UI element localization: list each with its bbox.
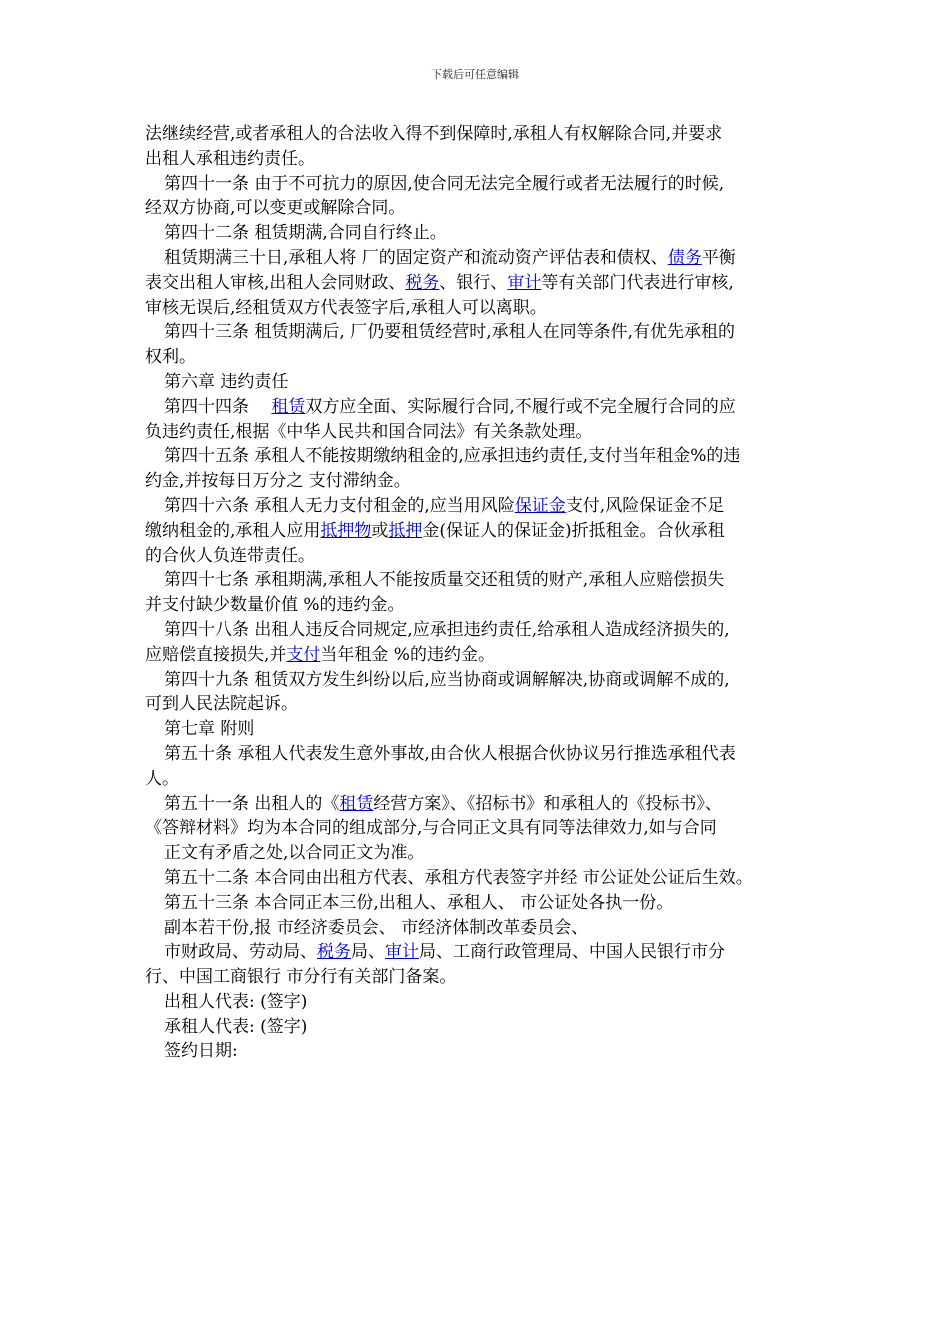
text-line <box>145 965 825 990</box>
text-line <box>145 246 825 271</box>
text-segment: 当年租金 %的违约金。 <box>320 644 495 665</box>
text-segment: 第四十六条 承租人无力支付租金的,应当用风险 <box>164 495 515 516</box>
page-header: 下载后可任意编辑 <box>431 68 519 81</box>
text-line <box>145 172 825 197</box>
text-line <box>145 891 825 916</box>
text-segment: 正文有矛盾之处,以合同正文为准。 <box>164 843 425 864</box>
text-line <box>145 296 825 321</box>
keyword-link[interactable]: 审计 <box>385 942 419 963</box>
text-segment: 局、 <box>351 942 385 963</box>
text-line <box>145 668 825 693</box>
keyword-link[interactable]: 税务 <box>317 942 351 963</box>
text-segment: 应赔偿直接损失,并 <box>145 644 287 665</box>
keyword-link[interactable]: 税务 <box>405 272 440 293</box>
text-line <box>145 395 825 420</box>
text-line <box>145 940 825 965</box>
text-segment: 局、工商行政管理局、中国人民银行市分 <box>419 942 725 963</box>
text-segment: 并支付缺少数量价值 %的违约金。 <box>145 595 405 616</box>
text-segment: 第四十一条 由于不可抗力的原因,使合同无法完全履行或者无法履行的时候, <box>164 173 725 194</box>
text-segment: 第五十条 承租人代表发生意外事故,由合伙人根据合伙协议另行推选承租代表 <box>164 743 736 764</box>
text-segment: 人。 <box>145 768 179 789</box>
text-line <box>145 420 825 445</box>
text-line <box>145 593 825 618</box>
keyword-link[interactable]: 支付 <box>286 644 321 665</box>
text-line <box>145 816 825 841</box>
text-segment: 平衡 <box>701 247 736 268</box>
text-line <box>145 494 825 519</box>
keyword-link[interactable]: 租赁 <box>339 793 374 814</box>
text-segment: 经双方协商,可以变更或解除合同。 <box>145 198 406 219</box>
text-segment: 行、中国工商银行 市分行有关部门备案。 <box>145 967 457 988</box>
text-line <box>145 767 825 792</box>
text-segment: 第五十三条 本合同正本三份,出租人、承租人、 市公证处各执一份。 <box>164 892 674 913</box>
text-segment: 签约日期: <box>164 1041 238 1062</box>
text-segment: 第五十二条 本合同由出租方代表、承租方代表签字并经 市公证处公证后生效。 <box>164 867 753 888</box>
text-segment: 副本若干份,报 市经济委员会、 市经济体制改革委员会、 <box>164 917 589 938</box>
text-line <box>145 692 825 717</box>
keyword-link[interactable]: 保证金 <box>514 495 566 516</box>
text-segment: 双方应全面、实际履行合同,不履行或不完全履行合同的应 <box>305 396 736 417</box>
text-line <box>145 866 825 891</box>
keyword-link[interactable]: 租赁 <box>271 396 306 417</box>
text-segment: 金(保证人的保证金)折抵租金。合伙承租 <box>422 520 725 541</box>
text-segment: 第四十五条 承租人不能按期缴纳租金的,应承担违约责任,支付当年租金%的违 <box>164 446 741 467</box>
text-line <box>145 568 825 593</box>
text-segment: 等有关部门代表进行审核, <box>541 272 734 293</box>
text-segment: 第六章 违约责任 <box>164 371 289 392</box>
text-segment: 约金,并按每日万分之 支付滞纳金。 <box>145 471 411 492</box>
text-line <box>145 221 825 246</box>
text-line <box>145 792 825 817</box>
text-segment: 缴纳租金的,承租人应用 <box>145 520 321 541</box>
text-segment: 审核无误后,经租赁双方代表签字后,承租人可以离职。 <box>145 297 547 318</box>
text-line <box>145 1039 825 1064</box>
text-line <box>145 916 825 941</box>
text-line <box>145 271 825 296</box>
document-body <box>145 122 825 1064</box>
text-line <box>145 370 825 395</box>
text-segment: 可到人民法院起诉。 <box>145 694 298 715</box>
keyword-link[interactable]: 抵押物 <box>320 520 372 541</box>
text-line <box>145 717 825 742</box>
text-line <box>145 469 825 494</box>
keyword-link[interactable]: 抵押 <box>388 520 423 541</box>
text-segment: 法继续经营,或者承租人的合法收入得不到保障时,承租人有权解除合同,并要求 <box>145 124 723 144</box>
text-segment: 、银行、 <box>439 272 508 293</box>
text-segment: 出租人承租违约责任。 <box>145 148 315 169</box>
text-line <box>145 742 825 767</box>
text-segment: 市财政局、劳动局、 <box>164 942 317 963</box>
text-line <box>145 990 825 1015</box>
text-segment: 的合伙人负连带责任。 <box>145 545 315 566</box>
text-line <box>145 519 825 544</box>
text-line <box>145 1015 825 1040</box>
text-segment: 第七章 附则 <box>164 719 255 740</box>
text-segment: 第四十二条 租赁期满,合同自行终止。 <box>164 223 447 244</box>
text-segment: 第四十七条 承租期满,承租人不能按质量交还租赁的财产,承租人应赔偿损失 <box>164 570 725 591</box>
text-segment: 第四十三条 租赁期满后, 厂仍要租赁经营时,承租人在同等条件,有优先承租的 <box>164 322 736 343</box>
text-segment: 经营方案》、《招标书》和承租人的《投标书》、 <box>373 793 722 814</box>
text-segment: 《答辩材料》均为本合同的组成部分,与合同正文具有同等法律效力,如与合同 <box>145 818 717 839</box>
text-segment: 租赁期满三十日,承租人将 厂的固定资产和流动资产评估表和债权、 <box>164 247 668 268</box>
text-segment: 或 <box>371 520 389 541</box>
text-line <box>145 444 825 469</box>
text-line <box>145 345 825 370</box>
text-line <box>145 147 825 172</box>
text-line <box>145 544 825 569</box>
keyword-link[interactable]: 债务 <box>667 247 702 268</box>
text-line <box>145 196 825 221</box>
text-line <box>145 122 825 147</box>
text-line <box>145 841 825 866</box>
text-line <box>145 643 825 668</box>
text-segment: 出租人代表: (签字) <box>164 991 308 1012</box>
text-segment: 第五十一条 出租人的《 <box>164 793 340 814</box>
text-line <box>145 320 825 345</box>
text-segment: 权利。 <box>145 347 196 368</box>
keyword-link[interactable]: 审计 <box>507 272 542 293</box>
text-segment: 支付,风险保证金不足 <box>565 495 725 516</box>
text-segment: 第四十九条 租赁双方发生纠纷以后,应当协商或调解解决,协商或调解不成的, <box>164 669 730 690</box>
text-segment: 负违约责任,根据《中华人民共和国合同法》有关条款处理。 <box>145 421 593 442</box>
text-segment: 表交出租人审核,出租人会同财政、 <box>145 272 406 293</box>
text-segment: 承租人代表: (签字) <box>164 1016 308 1037</box>
text-segment: 第四十八条 出租人违反合同规定,应承担违约责任,给承租人造成经济损失的, <box>164 619 730 640</box>
text-segment: 第四十四条 <box>164 396 272 417</box>
text-line <box>145 618 825 643</box>
